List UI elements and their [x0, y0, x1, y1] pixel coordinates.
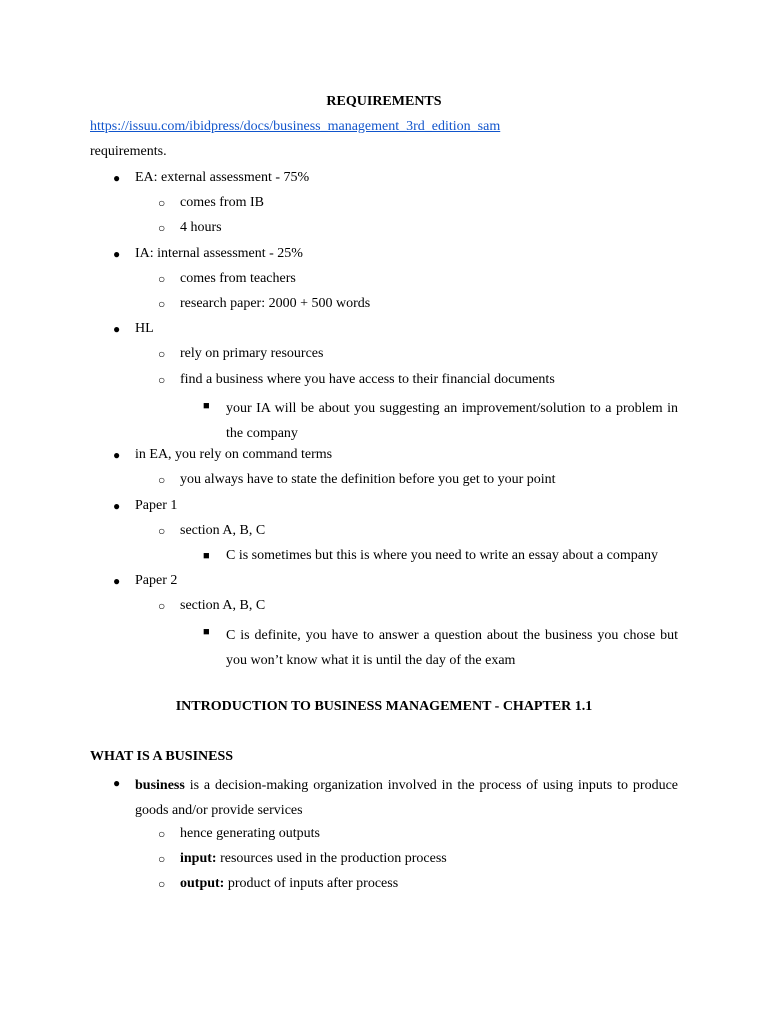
list-item-hl-ia-note: your IA will be about you suggesting an improvement/solution to a problem in the company [226, 401, 678, 441]
hollow-circle-bullet-icon: ○ [158, 524, 166, 538]
hollow-circle-bullet-icon: ○ [158, 347, 166, 361]
hollow-circle-bullet-icon: ○ [158, 297, 166, 311]
filled-circle-bullet-icon: ● [113, 171, 121, 185]
hollow-circle-bullet-icon: ○ [158, 272, 166, 286]
term-output: output: [180, 876, 225, 891]
list-item-ia: IA: internal assessment - 25% [135, 246, 303, 261]
list-item-paper2: Paper 2 [135, 573, 178, 588]
hollow-circle-bullet-icon: ○ [158, 827, 166, 841]
chapter-heading: INTRODUCTION TO BUSINESS MANAGEMENT - CHAPTER 1.1 [175, 699, 593, 714]
outputs-text: hence generating outputs [180, 826, 320, 841]
filled-circle-bullet-icon: ● [113, 247, 121, 261]
list-item-hl: HL [135, 321, 154, 336]
list-item-command-terms: in EA, you rely on command terms [135, 447, 333, 462]
filled-circle-bullet-icon: ● [113, 574, 121, 588]
list-item-hl-primary: rely on primary resources [180, 346, 324, 361]
list-item-ea: EA: external assessment - 75% [135, 170, 310, 185]
reference-link[interactable] [90, 118, 500, 136]
reference-link-text[interactable]: https://issuu.com/ibidpress/docs/business_management_3rd_edition_sam [90, 119, 501, 134]
term-business: business [135, 778, 185, 793]
list-item-ia-source: comes from teachers [180, 271, 296, 286]
filled-circle-bullet-icon: ● [113, 322, 121, 336]
list-item-paper2-section-c: C is definite, you have to answer a question about the business you chose but you won’t know what it is until the day of the exam [226, 628, 678, 668]
filled-circle-bullet-icon: ● [113, 776, 121, 790]
list-item-paper1: Paper 1 [135, 498, 178, 513]
business-definition-text: is a decision-making organization involved in the process of using inputs to produce goods and/or provide services [135, 778, 678, 818]
section-heading-business: WHAT IS A BUSINESS [90, 749, 234, 764]
list-item-hl-business: find a business where you have access to their financial documents [180, 372, 555, 387]
hollow-circle-bullet-icon: ○ [158, 852, 166, 866]
hollow-circle-bullet-icon: ○ [158, 373, 166, 387]
list-item-paper1-section-c: C is sometimes but this is where you need to write an essay about a company [226, 548, 658, 563]
list-item-business-definition [135, 773, 678, 823]
hollow-circle-bullet-icon: ○ [158, 221, 166, 235]
list-item-output [180, 875, 398, 893]
requirements-heading: REQUIREMENTS [326, 94, 442, 109]
square-bullet-icon: ■ [203, 626, 210, 638]
output-text: product of inputs after process [224, 876, 399, 891]
list-item-paper1-sections: section A, B, C [180, 523, 266, 538]
hollow-circle-bullet-icon: ○ [158, 196, 166, 210]
term-input: input: [180, 851, 217, 866]
list-item-definition: you always have to state the definition before you get to your point [180, 472, 556, 487]
hollow-circle-bullet-icon: ○ [158, 599, 166, 613]
square-bullet-icon: ■ [203, 550, 210, 562]
list-item-ea-duration: 4 hours [180, 220, 222, 235]
input-text: resources used in the production process [216, 851, 447, 866]
hollow-circle-bullet-icon: ○ [158, 473, 166, 487]
list-item-input [180, 850, 447, 868]
list-item-ia-paper: research paper: 2000 + 500 words [180, 296, 371, 311]
hollow-circle-bullet-icon: ○ [158, 877, 166, 891]
filled-circle-bullet-icon: ● [113, 499, 121, 513]
square-bullet-icon: ■ [203, 400, 210, 412]
reference-link-tail: requirements. [90, 144, 167, 159]
filled-circle-bullet-icon: ● [113, 448, 121, 462]
list-item-ea-source: comes from IB [180, 195, 264, 210]
list-item-paper2-sections: section A, B, C [180, 598, 266, 613]
list-item-outputs [180, 825, 320, 843]
